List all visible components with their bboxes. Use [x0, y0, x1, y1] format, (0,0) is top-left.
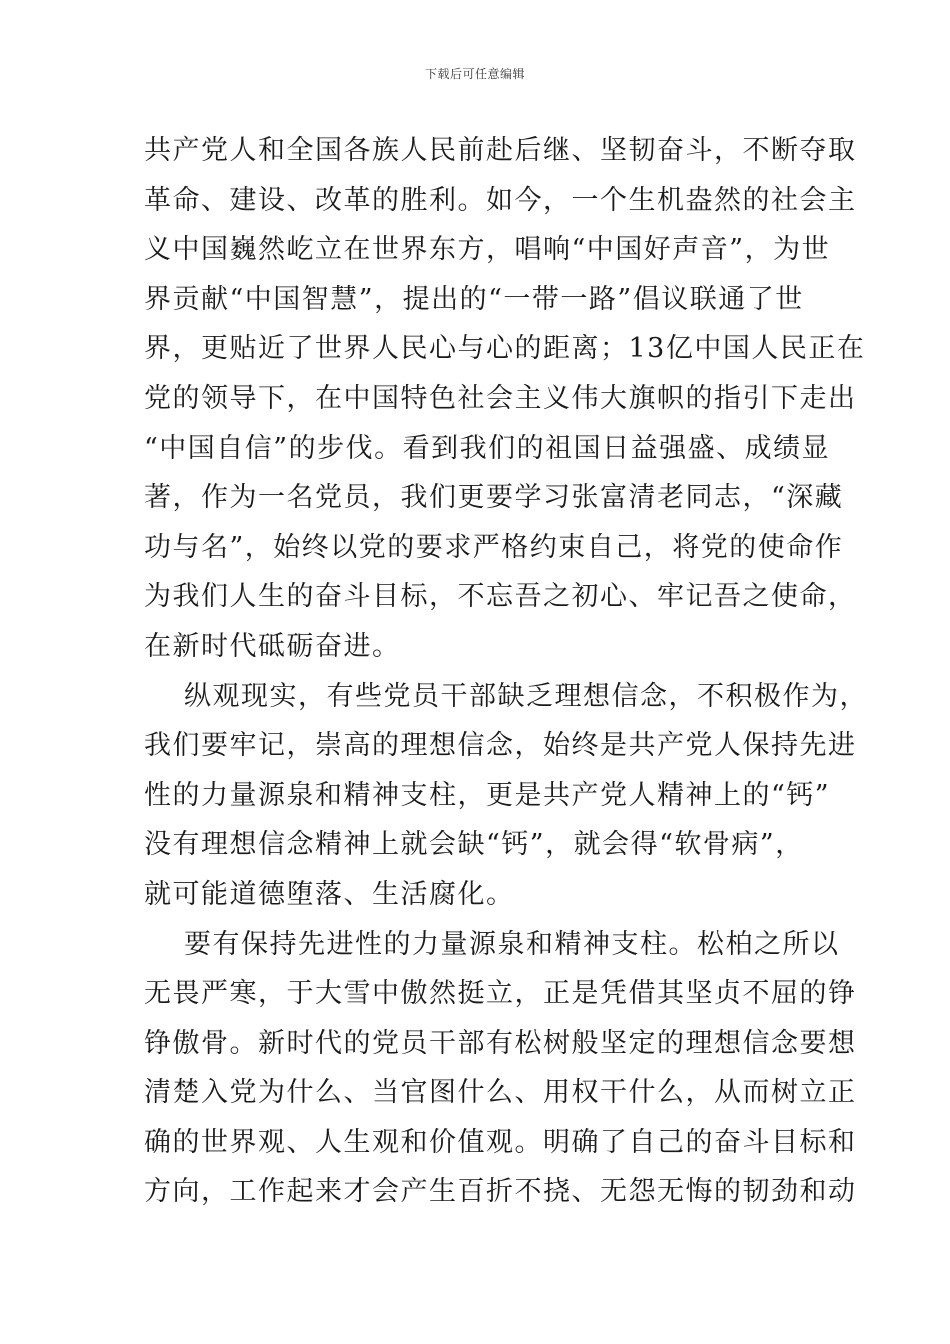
text-line: 界贡献“中国智慧”，提出的“一带一路”倡议联通了世 — [144, 283, 804, 315]
text-line-indented: 要有保持先进性的力量源泉和精神支柱。松柏之所以 — [184, 928, 840, 960]
text-line: 义中国巍然屹立在世界东方，唱响“中国好声音”，为世 — [144, 234, 831, 266]
text-line: 为我们人生的奋斗目标，不忘吾之初心、牢记吾之使命， — [144, 581, 857, 613]
text-line: 方向，工作起来才会产生百折不挠、无怨无悔的韧劲和动 — [144, 1176, 857, 1208]
text-line: 就可能道德堕落、生活腐化。 — [144, 878, 515, 910]
paragraph-3 — [144, 920, 857, 1218]
text-line: 我们要牢记，崇高的理想信念，始终是共产党人保持先进 — [144, 730, 857, 762]
text-line: 确的世界观、人生观和价值观。明确了自己的奋斗目标和 — [144, 1126, 857, 1158]
document-body — [144, 126, 868, 1217]
text-line: 在新时代砥砺奋进。 — [144, 630, 401, 662]
text-line: 界，更贴近了世界人民心与心的距离；13亿中国人民正在 — [144, 333, 866, 365]
text-line: 功与名”，始终以党的要求严格约束自己，将党的使命作 — [144, 531, 844, 563]
text-line-indented: 纵观现实，有些党员干部缺乏理想信念，不积极作为， — [184, 680, 868, 712]
text-line: 铮傲骨。新时代的党员干部有松树般坚定的理想信念要想 — [144, 1027, 857, 1059]
text-line: 清楚入党为什么、当官图什么、用权干什么，从而树立正 — [144, 1077, 857, 1109]
paragraph-2 — [144, 672, 868, 920]
text-line: 性的力量源泉和精神支柱，更是共产党人精神上的“钙” — [144, 779, 831, 811]
page-header: 下载后可任意编辑 — [424, 67, 525, 81]
text-line: 无畏严寒，于大雪中傲然挺立，正是凭借其坚贞不屈的铮 — [144, 978, 857, 1010]
text-line: 著，作为一名党员，我们更要学习张富清老同志，“深藏 — [144, 482, 844, 514]
text-line: 革命、建设、改革的胜利。如今，一个生机盎然的社会主 — [144, 184, 857, 216]
text-line: 没有理想信念精神上就会缺“钙”，就会得“软骨病”， — [144, 829, 804, 861]
paragraph-1 — [144, 126, 866, 672]
text-line: 党的领导下，在中国特色社会主义伟大旗帜的指引下走出 — [144, 382, 857, 414]
text-line: “中国自信”的步伐。看到我们的祖国日益强盛、成绩显 — [144, 432, 831, 464]
text-line: 共产党人和全国各族人民前赴后继、坚韧奋斗，不断夺取 — [144, 135, 857, 166]
